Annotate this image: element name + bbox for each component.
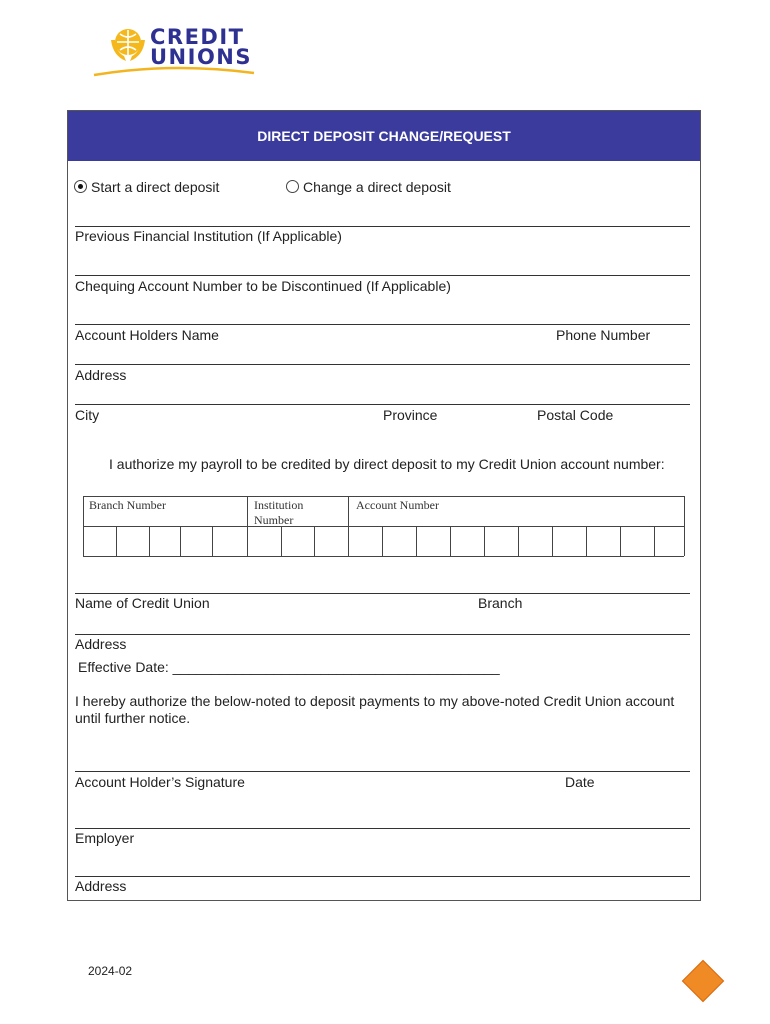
employer-label: Employer <box>75 830 135 846</box>
credit-union-address-label: Address <box>75 636 127 652</box>
province-label: Province <box>383 407 438 423</box>
address-field[interactable] <box>75 364 690 365</box>
logo-text-unions: UNIONS <box>150 45 252 69</box>
signature-label: Account Holder’s Signature <box>75 774 245 790</box>
start-deposit-radio[interactable] <box>74 180 87 193</box>
employer-address-field[interactable] <box>75 876 690 877</box>
credit-union-name-label: Name of Credit Union <box>75 595 210 611</box>
employer-address-label: Address <box>75 878 127 894</box>
date-label: Date <box>565 774 595 790</box>
form-title: DIRECT DEPOSIT CHANGE/REQUEST <box>257 128 511 144</box>
account-holder-name-label: Account Holders Name <box>75 327 219 343</box>
start-deposit-label: Start a direct deposit <box>91 179 220 195</box>
branch-label: Branch <box>478 595 523 611</box>
credit-union-address-field[interactable] <box>75 634 690 635</box>
radio-selected-dot <box>78 184 83 189</box>
change-deposit-radio[interactable] <box>286 180 299 193</box>
phone-number-label: Phone Number <box>556 327 651 343</box>
version-label: 2024-02 <box>88 964 133 978</box>
address-label: Address <box>75 367 127 383</box>
previous-institution-label: Previous Financial Institution (If Applicable) <box>75 228 342 244</box>
employer-field[interactable] <box>75 828 690 829</box>
hands-globe-icon <box>108 26 148 64</box>
city-field[interactable] <box>75 404 690 405</box>
previous-institution-field[interactable] <box>75 226 690 227</box>
postal-code-label: Postal Code <box>537 407 614 423</box>
city-label: City <box>75 407 100 423</box>
chequing-account-label: Chequing Account Number to be Discontinued (If Applicable) <box>75 278 451 294</box>
chequing-account-field[interactable] <box>75 275 690 276</box>
branch-number-label: Branch Number <box>89 498 166 512</box>
authorize-paragraph-line2: until further notice. <box>75 710 191 726</box>
account-holder-name-field[interactable] <box>75 324 690 325</box>
logo-text-credit: CREDIT <box>150 25 245 49</box>
logo-swoosh <box>92 64 257 78</box>
change-deposit-label: Change a direct deposit <box>303 179 451 195</box>
authorization-text: I authorize my payroll to be credited by direct deposit to my Credit Union account number: <box>109 456 665 472</box>
corner-badge-icon[interactable] <box>682 960 724 1002</box>
credit-union-name-field[interactable] <box>75 593 690 594</box>
institution-number-label-2: Number <box>254 513 294 527</box>
authorize-paragraph-line1: I hereby authorize the below-noted to deposit payments to my above-noted Credit Union account <box>75 693 675 709</box>
signature-field[interactable] <box>75 771 690 772</box>
institution-number-label-1: Institution <box>254 498 304 512</box>
account-number-label: Account Number <box>356 498 439 512</box>
effective-date-field[interactable]: Effective Date: __________________________________________ <box>78 659 500 675</box>
